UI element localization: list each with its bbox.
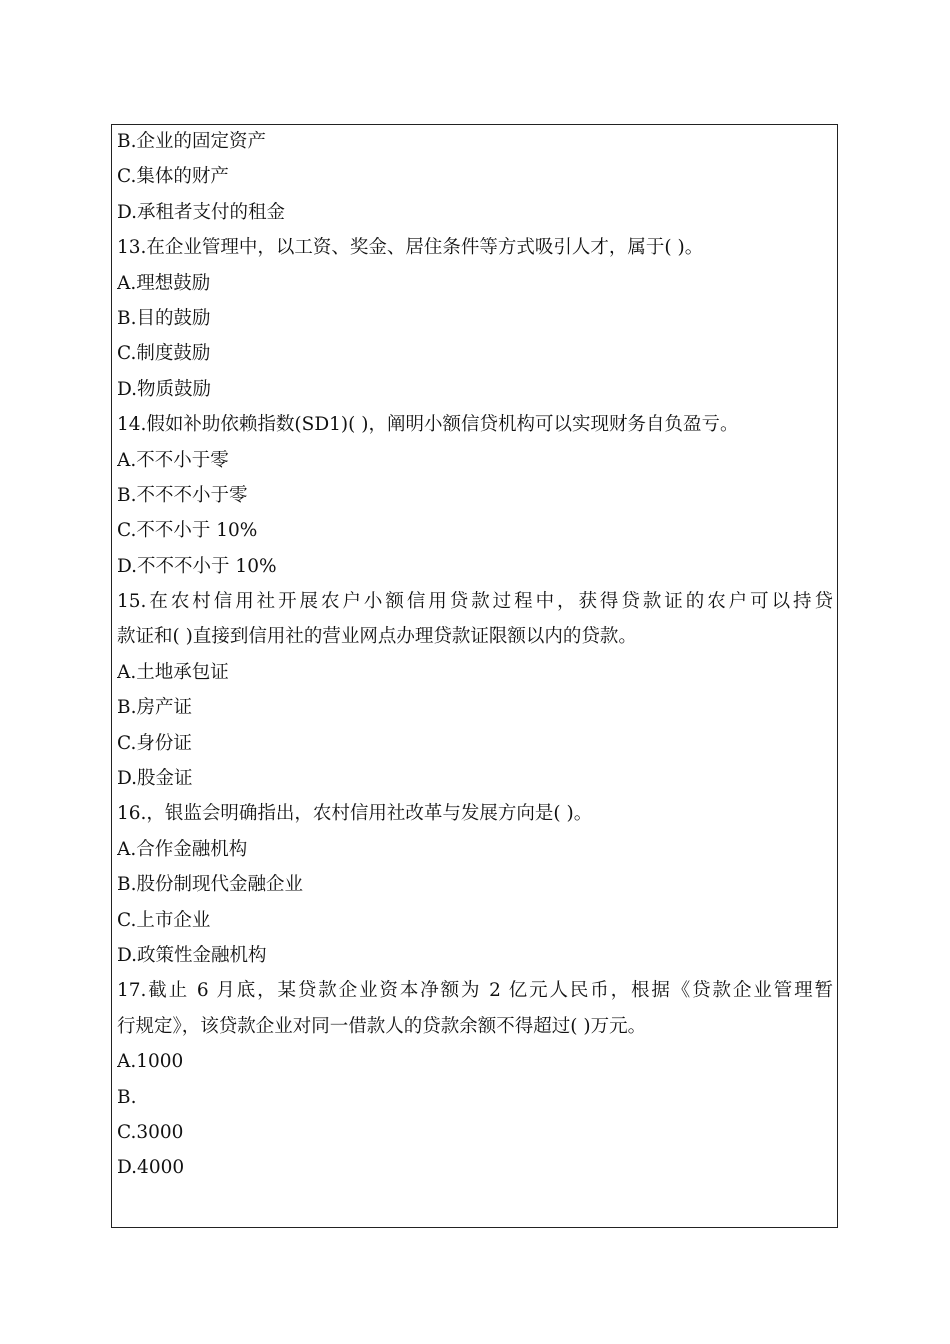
option-a-q13: A.理想鼓励 bbox=[117, 272, 211, 294]
option-c-q16: C.上市企业 bbox=[117, 909, 211, 931]
option-b-q13: B.目的鼓励 bbox=[117, 307, 211, 329]
option-a-q16: A.合作金融机构 bbox=[117, 838, 248, 860]
option-a-q15: A.土地承包证 bbox=[117, 661, 229, 683]
question-16: 16.，银监会明确指出，农村信用社改革与发展方向是( )。 bbox=[117, 803, 593, 825]
option-d-q14: D.不不不小于 10% bbox=[117, 555, 277, 577]
question-14: 14.假如补助依赖指数(SD1)( )，阐明小额信贷机构可以实现财务自负盈亏。 bbox=[117, 414, 739, 436]
option-d-q15: D.股金证 bbox=[117, 768, 193, 790]
option-a-q14: A.不不小于零 bbox=[117, 449, 229, 471]
option-c-q13: C.制度鼓励 bbox=[117, 343, 211, 365]
option-b-q12: B.企业的固定资产 bbox=[117, 131, 266, 152]
option-c-q12: C.集体的财产 bbox=[117, 166, 229, 188]
question-17-line-2: 行规定》，该贷款企业对同一借款人的贷款余额不得超过( )万元。 bbox=[117, 1015, 647, 1037]
question-13: 13.在企业管理中，以工资、奖金、居住条件等方式吸引人才，属于( )。 bbox=[117, 237, 704, 259]
option-d-q13: D.物质鼓励 bbox=[117, 378, 212, 400]
option-d-q16: D.政策性金融机构 bbox=[117, 944, 267, 966]
option-b-q16: B.股份制现代金融企业 bbox=[117, 874, 303, 896]
option-d-q17: D.4000 bbox=[117, 1157, 185, 1179]
option-b-q15: B.房产证 bbox=[117, 697, 192, 719]
question-15-line-2: 款证和( )直接到信用社的营业网点办理贷款证限额以内的贷款。 bbox=[117, 626, 637, 648]
option-d-q12: D.承租者支付的租金 bbox=[117, 201, 286, 223]
option-c-q15: C.身份证 bbox=[117, 732, 192, 754]
option-b-q14: B.不不不小于零 bbox=[117, 484, 248, 506]
question-17-line-1: 17.截止 6 月底，某贷款企业资本净额为 2 亿元人民币，根据《贷款企业管理暂 bbox=[117, 980, 833, 1002]
option-b-q17: B. bbox=[117, 1086, 137, 1108]
question-15-line-1: 15.在农村信用社开展农户小额信用贷款过程中，获得贷款证的农户可以持贷 bbox=[117, 591, 833, 613]
document-content bbox=[117, 124, 833, 1186]
option-c-q17: C.3000 bbox=[117, 1121, 184, 1143]
option-c-q14: C.不不小于 10% bbox=[117, 520, 258, 542]
option-a-q17: A.1000 bbox=[117, 1051, 184, 1073]
